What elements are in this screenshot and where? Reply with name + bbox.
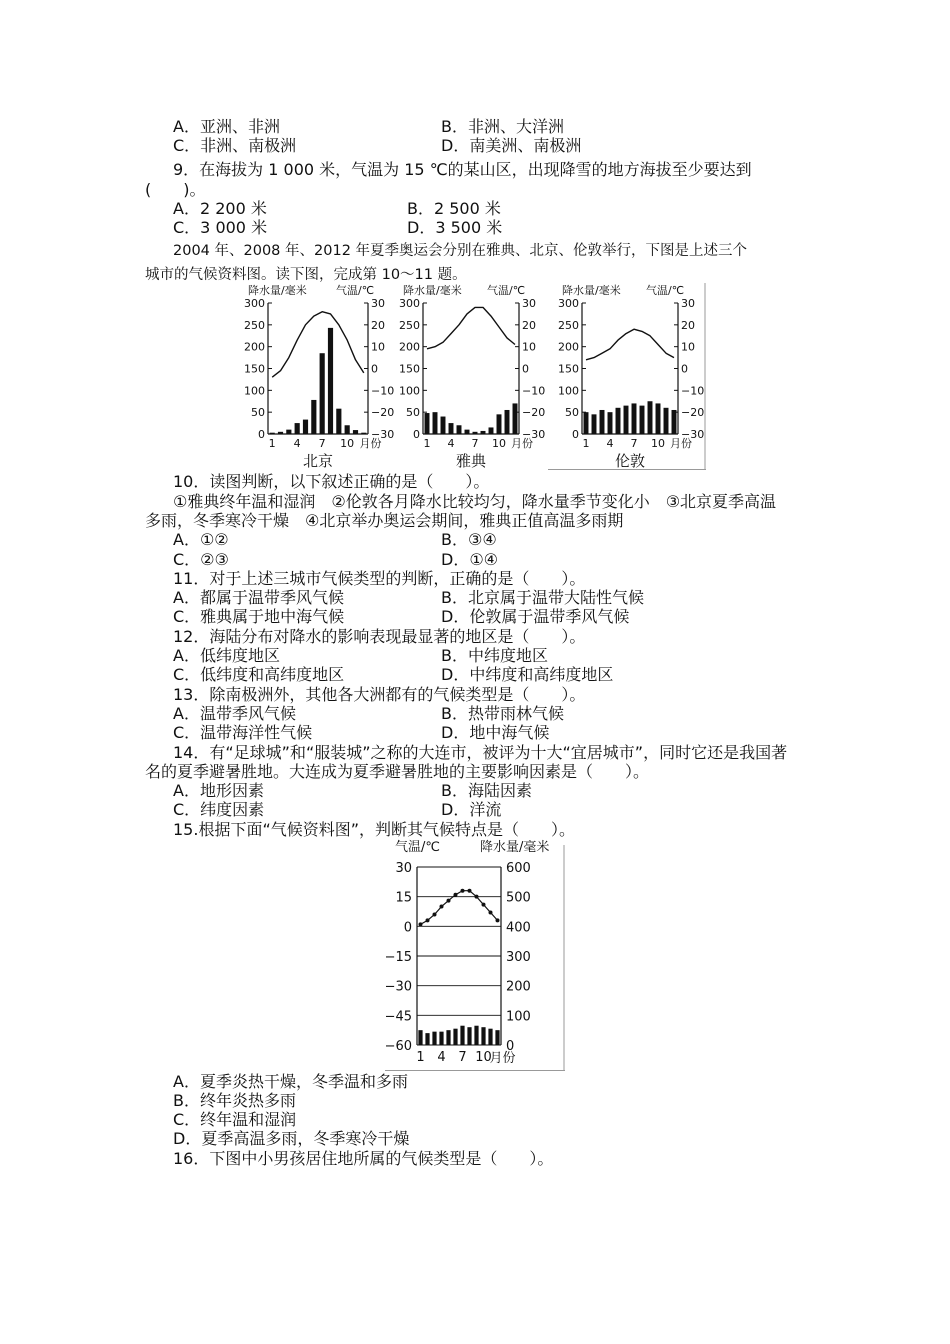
right-tick-label: −30 [371,428,395,441]
precipitation-bar [418,1030,422,1045]
left-tick-label: 250 [399,318,420,332]
left-tick-label: 200 [244,340,265,354]
right-tick-label: 30 [522,297,536,310]
left-tick-label: 0 [572,428,579,441]
left-tick-label: 200 [558,340,579,354]
city-name: 北京 [302,452,334,470]
q10-option-d: D．①④ [441,550,499,569]
precipitation-bar [320,353,325,434]
left-tick-label: 150 [244,362,265,376]
left-tick-label: 250 [244,318,265,332]
precipitation-bar [489,427,494,434]
climate-chart-athens [398,283,548,474]
precipitation-bar [465,430,470,434]
precipitation-bar [425,413,430,434]
q8-option-c: C．非洲、南极洲 [173,136,297,155]
left-tick-label: −45 [385,1009,412,1025]
precipitation-bar [497,414,502,434]
left-tick-label: −30 [385,979,412,995]
left-tick-label: 300 [244,297,265,310]
right-tick-label: −20 [371,406,395,420]
x-tick-label: 1 [416,1050,425,1065]
intro-line-2: 城市的气候资料图。读下图，完成第 10～11 题。 [145,267,467,283]
precipitation-bar [353,430,358,434]
q10-option-c: C．②③ [173,550,229,569]
right-axis-title: 气温/℃ [646,284,685,297]
x-tick-label: 1 [423,437,431,450]
q13-option-c: C．温带海洋性气候 [173,723,313,742]
right-tick-label: −10 [681,384,705,398]
x-tick-label: 4 [447,437,455,450]
left-tick-label: 100 [558,384,579,398]
precipitation-bar [624,406,629,434]
left-tick-label: 15 [395,890,412,906]
q16-stem: 16．下图中小男孩居住地所属的气候类型是（ ）。 [173,1149,554,1168]
q15-option-a: A．夏季炎热干燥，冬季温和多雨 [173,1072,408,1091]
x-tick-label: 7 [318,437,326,450]
precipitation-bar [439,1032,443,1045]
x-axis-title: 月份 [511,437,533,450]
right-tick-label: 0 [681,362,688,376]
q9-option-d: D．3 500 米 [407,218,503,237]
x-tick-label: 7 [458,1050,467,1065]
left-axis-title: 降水量/毫米 [248,284,307,297]
q10-option-a: A．①② [173,530,229,549]
q12-option-b: B．中纬度地区 [441,646,548,665]
right-tick-label: 0 [371,362,378,376]
right-tick-label: −20 [681,406,705,420]
temperature-point [454,893,458,897]
q12-option-d: D．中纬度和高纬度地区 [441,665,614,684]
x-tick-label: 7 [471,437,479,450]
temperature-curve [272,312,364,378]
temperature-curve [586,329,674,360]
precipitation-bar [432,1032,436,1045]
city-name: 伦敦 [614,452,646,470]
left-tick-label: 200 [399,340,420,354]
right-tick-label: −30 [681,428,705,441]
precipitation-bar [473,432,478,434]
temperature-curve [427,307,515,348]
q13-option-a: A．温带季风气候 [173,704,296,723]
precipitation-bar [664,408,669,434]
left-axis-title: 降水量/毫米 [562,284,621,297]
q8-option-d: D．南美洲、南极洲 [441,136,582,155]
temperature-point [496,918,500,922]
temperature-point [482,903,486,907]
q14-option-c: C．纬度因素 [173,800,265,819]
q15-option-b: B．终年炎热多雨 [173,1091,296,1110]
precipitation-bar [457,425,462,434]
precipitation-bar [328,328,333,434]
right-tick-label: 10 [681,340,695,354]
x-tick-label: 7 [630,437,638,450]
temperature-point [468,889,472,893]
right-tick-label: 20 [522,318,536,332]
precipitation-bar [425,1033,429,1045]
precipitation-bar [449,423,454,434]
precipitation-bar [311,400,316,434]
x-tick-label: 10 [475,1050,492,1065]
right-axis-title: 气温/℃ [336,284,375,297]
temperature-point [475,895,479,899]
precipitation-bar [446,1030,450,1045]
x-axis-title: 月份 [489,1051,516,1066]
right-tick-label: 30 [371,297,385,310]
x-tick-label: 10 [651,437,665,450]
precipitation-bar [474,1026,478,1045]
q12-option-a: A．低纬度地区 [173,646,280,665]
left-tick-label: 50 [565,406,579,420]
left-axis-title: 气温/℃ [395,840,440,855]
precipitation-bar [441,417,446,434]
q10-stem: 10．读图判断，以下叙述正确的是（ ）。 [173,472,490,491]
q11-stem: 11．对于上述三城市气候类型的判断，正确的是（ ）。 [173,569,586,588]
x-axis-title: 月份 [359,437,382,450]
q15-stem: 15.根据下面“气候资料图”，判断其气候特点是（ ）。 [173,820,576,839]
right-tick-label: 30 [681,297,695,310]
precipitation-bar [345,425,350,434]
climate-chart-beijing [238,283,398,474]
right-tick-label: −30 [522,428,546,441]
right-tick-label: 0 [506,1039,515,1054]
right-tick-label: 100 [506,1009,531,1025]
precipitation-bar [467,1027,471,1045]
precipitation-bar [336,409,341,434]
precipitation-bar [640,406,645,434]
left-tick-label: 30 [395,861,412,876]
left-tick-label: 0 [413,428,420,441]
left-axis-title: 降水量/毫米 [403,284,462,297]
x-tick-label: 4 [606,437,614,450]
q14-stem-cont: 名的夏季避暑胜地。大连成为夏季避暑胜地的主要影响因素是（ ）。 [145,762,650,781]
q12-option-c: C．低纬度和高纬度地区 [173,665,345,684]
right-tick-label: 200 [506,979,531,995]
right-tick-label: 0 [522,362,529,376]
temperature-point [447,899,451,903]
city-name: 雅典 [455,452,487,470]
left-tick-label: 300 [399,297,420,310]
precipitation-bar [616,408,621,434]
climate-chart-london [548,283,706,474]
right-axis-title: 气温/℃ [487,284,526,297]
precipitation-bar [600,410,605,434]
temperature-point [433,912,437,916]
q8-option-a: A．亚洲、非洲 [173,117,280,136]
q11-option-a: A．都属于温带季风气候 [173,588,344,607]
precipitation-bar [656,403,661,434]
climate-chart-q15 [385,837,565,1075]
precipitation-bar [286,430,291,434]
precipitation-bar [361,433,366,434]
q12-stem: 12．海陆分布对降水的影响表现最显著的地区是（ ）。 [173,627,586,646]
left-tick-label: 100 [399,384,420,398]
x-tick-label: 10 [492,437,506,450]
temperature-point [419,922,423,926]
precipitation-bar [481,431,486,434]
q10-statements-1: ①雅典终年温和湿润 ②伦敦各月降水比较均匀，降水量季节变化小 ③北京夏季高温 [173,492,777,511]
q8-option-b: B．非洲、大洋洲 [441,117,564,136]
temperature-point [489,910,493,914]
q13-option-d: D．地中海气候 [441,723,550,742]
precipitation-bar [505,410,510,434]
left-tick-label: −60 [385,1039,412,1054]
q9-option-c: C．3 000 米 [173,218,268,237]
right-tick-label: 600 [506,861,531,876]
precipitation-bar [481,1027,485,1045]
precipitation-bar [460,1026,464,1045]
right-tick-label: 500 [506,890,531,906]
left-tick-label: 150 [399,362,420,376]
x-tick-label: 4 [437,1050,446,1065]
x-tick-label: 1 [268,437,276,450]
precipitation-bar [488,1029,492,1045]
right-tick-label: 300 [506,950,531,965]
precipitation-bar [632,403,637,434]
q14-option-d: D．洋流 [441,800,502,819]
q14-stem: 14．有“足球城”和“服装城”之称的大连市，被评为十大“宜居城市”，同时它还是我国著 [173,743,788,762]
right-tick-label: 10 [371,340,385,354]
right-tick-label: 10 [522,340,536,354]
q15-option-d: D．夏季高温多雨，冬季寒冷干燥 [173,1129,410,1148]
left-tick-label: 300 [558,297,579,310]
precipitation-bar [453,1029,457,1045]
temperature-point [461,889,465,893]
right-axis-title: 降水量/毫米 [480,840,550,855]
precipitation-bar [278,432,283,434]
right-tick-label: −20 [522,406,546,420]
left-tick-label: 50 [251,406,265,420]
q9-option-b: B．2 500 米 [407,199,501,218]
q10-option-b: B．③④ [441,530,497,549]
precipitation-bar [648,401,653,434]
q11-option-d: D．伦敦属于温带季风气候 [441,607,630,626]
q11-option-c: C．雅典属于地中海气候 [173,607,345,626]
precipitation-bar [270,433,275,434]
precipitation-bar [495,1030,499,1045]
temperature-curve [421,891,498,925]
right-tick-label: 400 [506,920,531,936]
intro-line-1: 2004 年、2008 年、2012 年夏季奥运会分别在雅典、北京、伦敦举行，下图是上述三个 [173,243,748,259]
precipitation-bar [513,403,518,434]
precipitation-bar [672,410,677,434]
right-tick-label: −10 [371,384,395,398]
q9-option-a: A．2 200 米 [173,199,267,218]
x-tick-label: 1 [582,437,590,450]
q13-option-b: B．热带雨林气候 [441,704,564,723]
right-tick-label: 20 [681,318,695,332]
left-tick-label: 0 [258,428,265,441]
x-tick-label: 4 [293,437,301,450]
precipitation-bar [303,420,308,434]
q9-stem: 9．在海拔为 1 000 米，气温为 15 ℃的某山区，出现降雪的地方海拔至少要达到 [173,160,752,179]
left-tick-label: −15 [385,950,412,965]
q10-statements-2: 多雨，冬季寒冷干燥 ④北京举办奥运会期间，雅典正值高温多雨期 [145,511,624,530]
q11-option-b: B．北京属于温带大陆性气候 [441,588,644,607]
precipitation-bar [608,412,613,434]
precipitation-bar [584,412,589,434]
left-tick-label: 150 [558,362,579,376]
left-tick-label: 50 [406,406,420,420]
left-tick-label: 0 [403,920,412,936]
q14-option-b: B．海陆因素 [441,781,532,800]
q15-option-c: C．终年温和湿润 [173,1110,297,1129]
q9-stem-cont: ( )。 [145,180,206,199]
x-tick-label: 10 [340,437,355,450]
left-tick-label: 100 [244,384,265,398]
right-tick-label: 20 [371,318,385,332]
left-tick-label: 250 [558,318,579,332]
temperature-point [440,905,444,909]
temperature-point [426,918,430,922]
right-tick-label: −10 [522,384,546,398]
precipitation-bar [433,412,438,434]
q14-option-a: A．地形因素 [173,781,264,800]
precipitation-bar [295,423,300,434]
q13-stem: 13．除南极洲外，其他各大洲都有的气候类型是（ ）。 [173,685,586,704]
precipitation-bar [592,414,597,434]
x-axis-title: 月份 [670,437,692,450]
